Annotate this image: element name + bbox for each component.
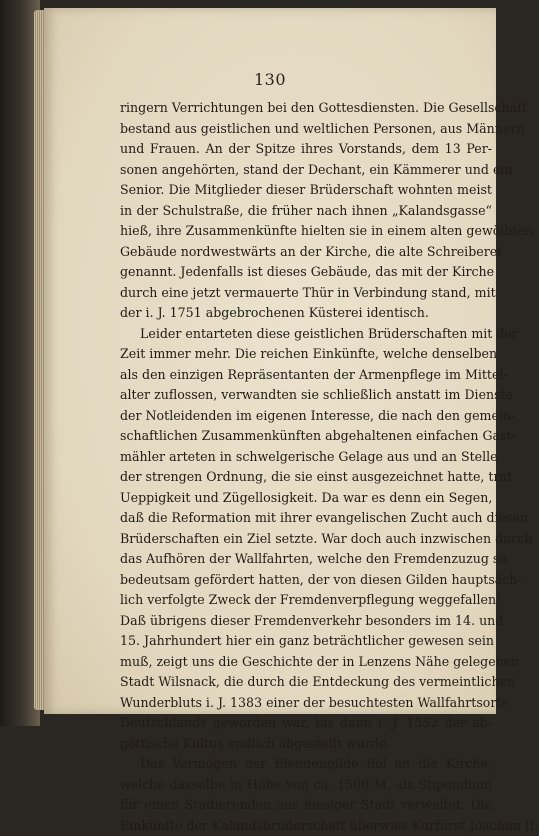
text-line: Deutschlands geworden war, bis dann i. J. 1552 der ab- [120, 713, 492, 734]
text-line: lich verfolgte Zweck der Fremdenverpflegung weggefallen! [120, 590, 492, 611]
text-line: Leider entarteten diese geistlichen Brüderschaften mit der [120, 324, 492, 345]
text-line: der i. J. 1751 abgebrochenen Küsterei identisch. [120, 303, 492, 324]
text-line: sonen angehörten, stand der Dechant, ein Kämmerer und ein [120, 160, 492, 181]
text-line: durch eine jetzt vermauerte Thür in Verbindung stand, mit [120, 283, 492, 304]
text-line: ringern Verrichtungen bei den Gottesdiensten. Die Gesellschaft [120, 98, 492, 119]
text-line: der Notleidenden im eigenen Interesse, die nach den gemein- [120, 406, 492, 427]
text-line: Ueppigkeit und Zügellosigkeit. Da war es denn ein Segen, [120, 488, 492, 509]
text-line: Daß übrigens dieser Fremdenverkehr besonders im 14. und [120, 611, 492, 632]
book-page [44, 8, 496, 714]
text-line: Zeit immer mehr. Die reichen Einkünfte, welche denselben [120, 344, 492, 365]
text-line: der strengen Ordnung, die sie einst ausgezeichnet hatte, trat [120, 467, 492, 488]
text-line: das Aufhören der Wallfahrten, welche den Fremdenzuzug so [120, 549, 492, 570]
text-line: und Frauen. An der Spitze ihres Vorstands, dem 13 Per- [120, 139, 492, 160]
text-line: hieß, ihre Zusammenkünfte hielten sie in einem alten gewölbten [120, 221, 492, 242]
text-line: Einkünfte der Kalandsbrüderschaft überwies Kurfürst Joachim II. [120, 816, 492, 836]
text-line: Stadt Wilsnack, die durch die Entdeckung des vermeintlichen [120, 672, 492, 693]
text-line: bedeutsam gefördert hatten, der von diesen Gilden hauptsäch- [120, 570, 492, 591]
page-number: 130 [44, 70, 496, 89]
text-line: göttische Kultus endlich abgestellt wurde. [120, 734, 492, 755]
text-line: schaftlichen Zusammenkünften abgehaltenen einfachen Gast- [120, 426, 492, 447]
text-line: daß die Reformation mit ihrer evangelischen Zucht auch diesen [120, 508, 492, 529]
text-line: alter zuflossen, verwandten sie schließlich anstatt im Dienste [120, 385, 492, 406]
text-line: welche dasselbe in Höhe von ca. 1500 M. als Stipendium [120, 775, 492, 796]
body-text [120, 98, 492, 836]
text-line: mähler arteten in schwelgerische Gelage aus und an Stelle [120, 447, 492, 468]
text-line: muß, zeigt uns die Geschichte der in Lenzens Nähe gelegenen [120, 652, 492, 673]
text-line: Wunderbluts i. J. 1383 einer der besuchtesten Wallfahrtsorte [120, 693, 492, 714]
text-line: Brüderschaften ein Ziel setzte. War doch auch inzwischen durch [120, 529, 492, 550]
text-line: Gebäude nordwestwärts an der Kirche, die alte Schreiberei [120, 242, 492, 263]
text-line: 15. Jahrhundert hier ein ganz beträchtlicher gewesen sein [120, 631, 492, 652]
text-line: bestand aus geistlichen und weltlichen Personen, aus Männern [120, 119, 492, 140]
text-line: Senior. Die Mitglieder dieser Brüderschaft wohnten meist [120, 180, 492, 201]
text-line: Das Vermögen der Elendengilde fiel an die Kirche, [120, 754, 492, 775]
text-line: als den einzigen Repräsentanten der Armenpflege im Mittel- [120, 365, 492, 386]
text-line: genannt. Jedenfalls ist dieses Gebäude, das mit der Kirche [120, 262, 492, 283]
text-line: für einen Studierenden aus hiesiger Stadt verwaltet. Die [120, 795, 492, 816]
text-line: in der Schulstraße, die früher nach ihnen „Kalandsgasse“ [120, 201, 492, 222]
